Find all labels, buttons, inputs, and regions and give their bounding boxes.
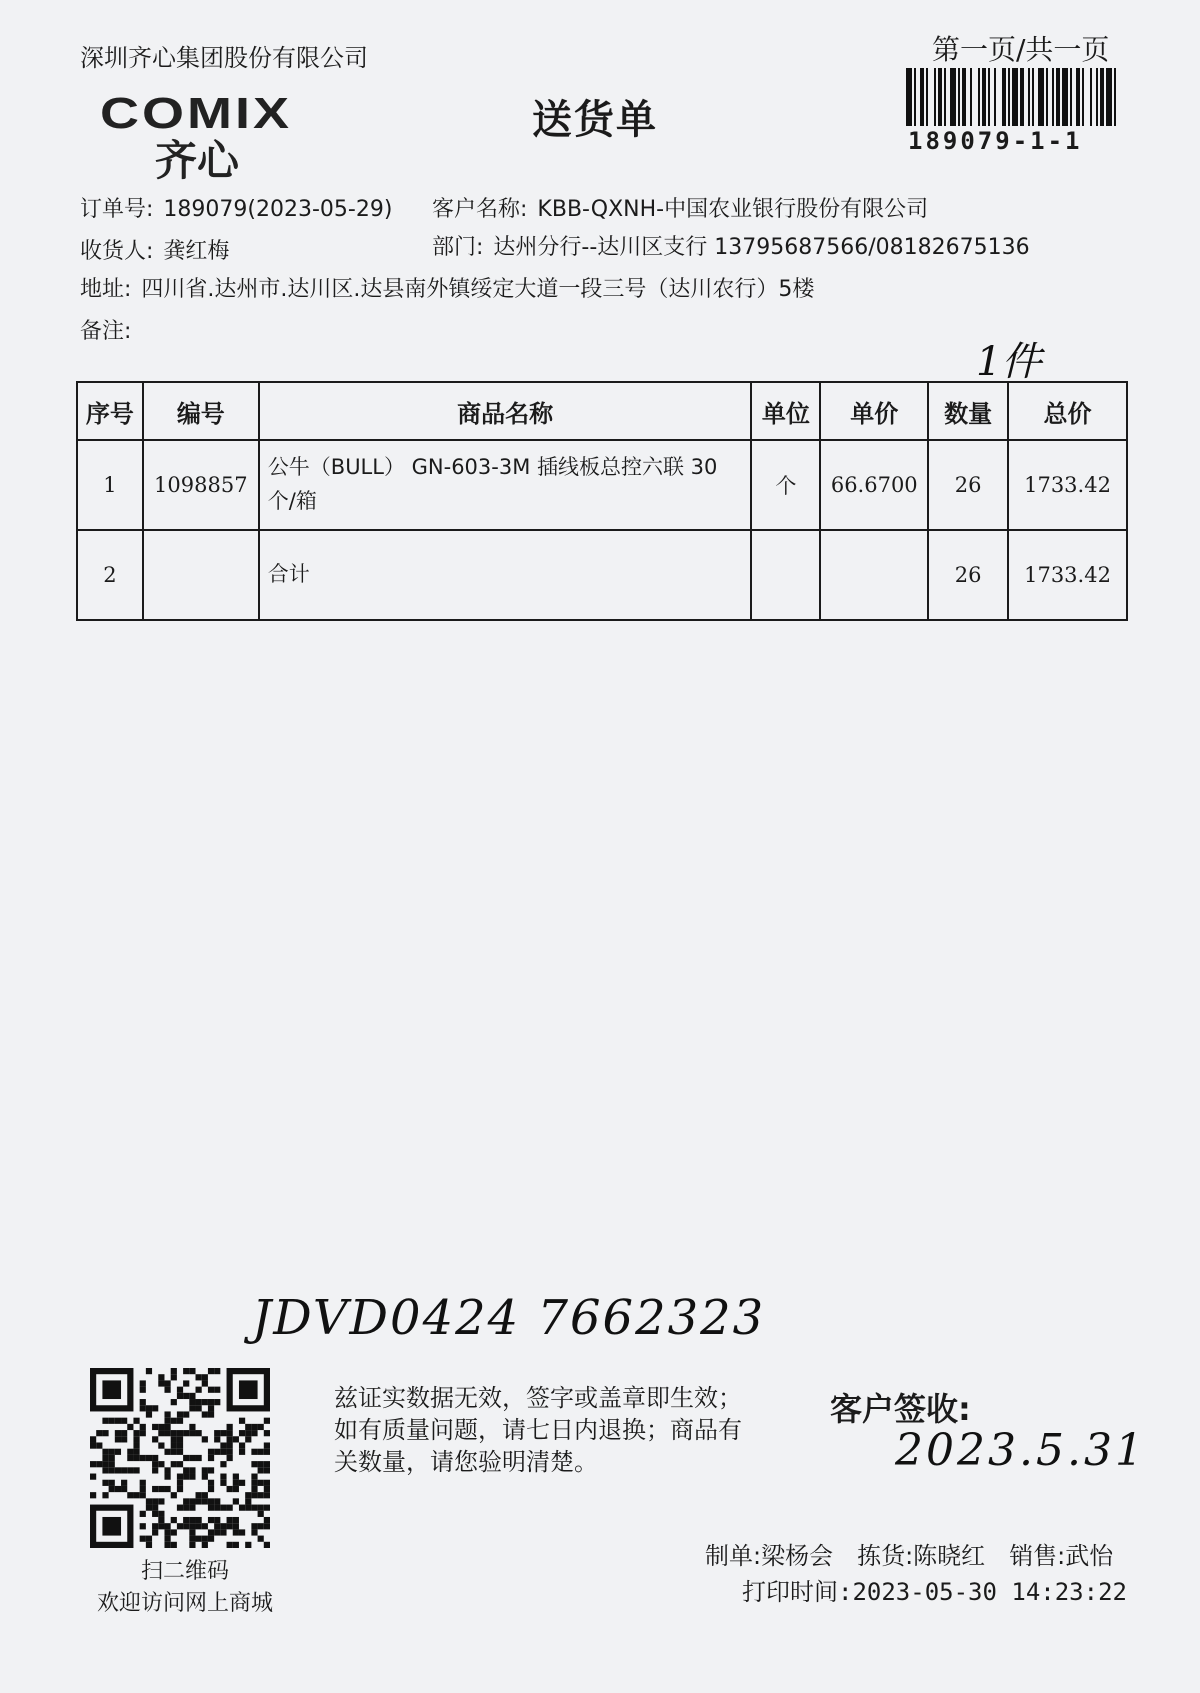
- page-info: 第一页/共一页: [932, 33, 1110, 66]
- receiver: [80, 234, 229, 265]
- department-value: 达州分行--达川区支行 13795687566/08182675136: [493, 235, 1030, 260]
- items-table: [76, 381, 1128, 621]
- remark-label: 备注:: [80, 319, 132, 344]
- cell-name: 公牛（BULL） GN-603-3M 插线板总控六联 30 个/箱: [259, 440, 752, 530]
- col-header-name: 商品名称: [259, 382, 752, 440]
- col-header-qty: 数量: [928, 382, 1008, 440]
- cell-name: 合计: [259, 530, 752, 620]
- cell-code: [143, 530, 259, 620]
- qr-code: [90, 1368, 270, 1548]
- cell-unit: [751, 530, 820, 620]
- customer-value: KBB-QXNH-中国农业银行股份有限公司: [537, 197, 929, 222]
- sales: 销售:武怡: [1009, 1542, 1114, 1570]
- qr-caption-mall: 欢迎访问网上商城: [96, 1591, 273, 1616]
- department: [432, 230, 1030, 261]
- remark: [80, 314, 141, 345]
- qr-caption-scan: 扫二维码: [140, 1559, 229, 1584]
- cell-total: 1733.42: [1008, 440, 1127, 530]
- barcode-number: 189079-1-1: [908, 127, 1083, 155]
- cell-price: [820, 530, 928, 620]
- picker: 拣货:陈晓红: [857, 1542, 986, 1570]
- col-header-total: 总价: [1008, 382, 1127, 440]
- cell-seq: 2: [77, 530, 143, 620]
- print-time: 打印时间:2023-05-30 14:23:22: [742, 1578, 1127, 1606]
- cell-seq: 1: [77, 440, 143, 530]
- table-row-total: [77, 530, 1127, 620]
- handwritten-tracking-number: JDVD0424 7662323: [252, 1290, 766, 1346]
- department-label: 部门:: [432, 235, 484, 260]
- address-value: 四川省.达州市.达川区.达县南外镇绥定大道一段三号（达川农行）5楼: [141, 277, 815, 302]
- comix-logo: COMIX: [100, 89, 293, 138]
- col-header-seq: 序号: [77, 382, 143, 440]
- customer-sign-label: 客户签收:: [830, 1390, 971, 1428]
- order-number: [80, 192, 392, 223]
- order-value: 189079(2023-05-29): [163, 197, 393, 222]
- customer-label: 客户名称:: [432, 197, 528, 222]
- customer-name: [432, 192, 928, 223]
- col-header-code: 编号: [143, 382, 259, 440]
- cell-qty: 26: [928, 440, 1008, 530]
- table-header-row: [77, 382, 1127, 440]
- address: [80, 272, 814, 303]
- company-name: 深圳齐心集团股份有限公司: [80, 44, 368, 72]
- notice-text: 兹证实数据无效，签字或盖章即生效；如有质量问题，请七日内退换；商品有关数量，请您验明清楚。: [334, 1384, 742, 1476]
- order-label: 订单号:: [80, 197, 154, 222]
- staff-line: [705, 1536, 1113, 1571]
- cell-qty: 26: [928, 530, 1008, 620]
- handwritten-qty-note: 1件: [976, 339, 1042, 385]
- address-label: 地址:: [80, 277, 132, 302]
- cell-price: 66.6700: [820, 440, 928, 530]
- document-title: 送货单: [532, 97, 658, 143]
- cell-unit: 个: [751, 440, 820, 530]
- comix-logo-chinese: 齐心: [155, 136, 240, 185]
- col-header-unit: 单位: [751, 382, 820, 440]
- cell-code: 1098857: [143, 440, 259, 530]
- cell-total: 1733.42: [1008, 530, 1127, 620]
- receiver-value: 龚红梅: [163, 239, 230, 264]
- col-header-price: 单价: [820, 382, 928, 440]
- receiver-label: 收货人:: [80, 239, 154, 264]
- handwritten-sign-date: 2023.5.31: [895, 1425, 1146, 1476]
- barcode: [906, 68, 1120, 126]
- table-row: [77, 440, 1127, 530]
- maker: 制单:梁杨会: [705, 1542, 834, 1570]
